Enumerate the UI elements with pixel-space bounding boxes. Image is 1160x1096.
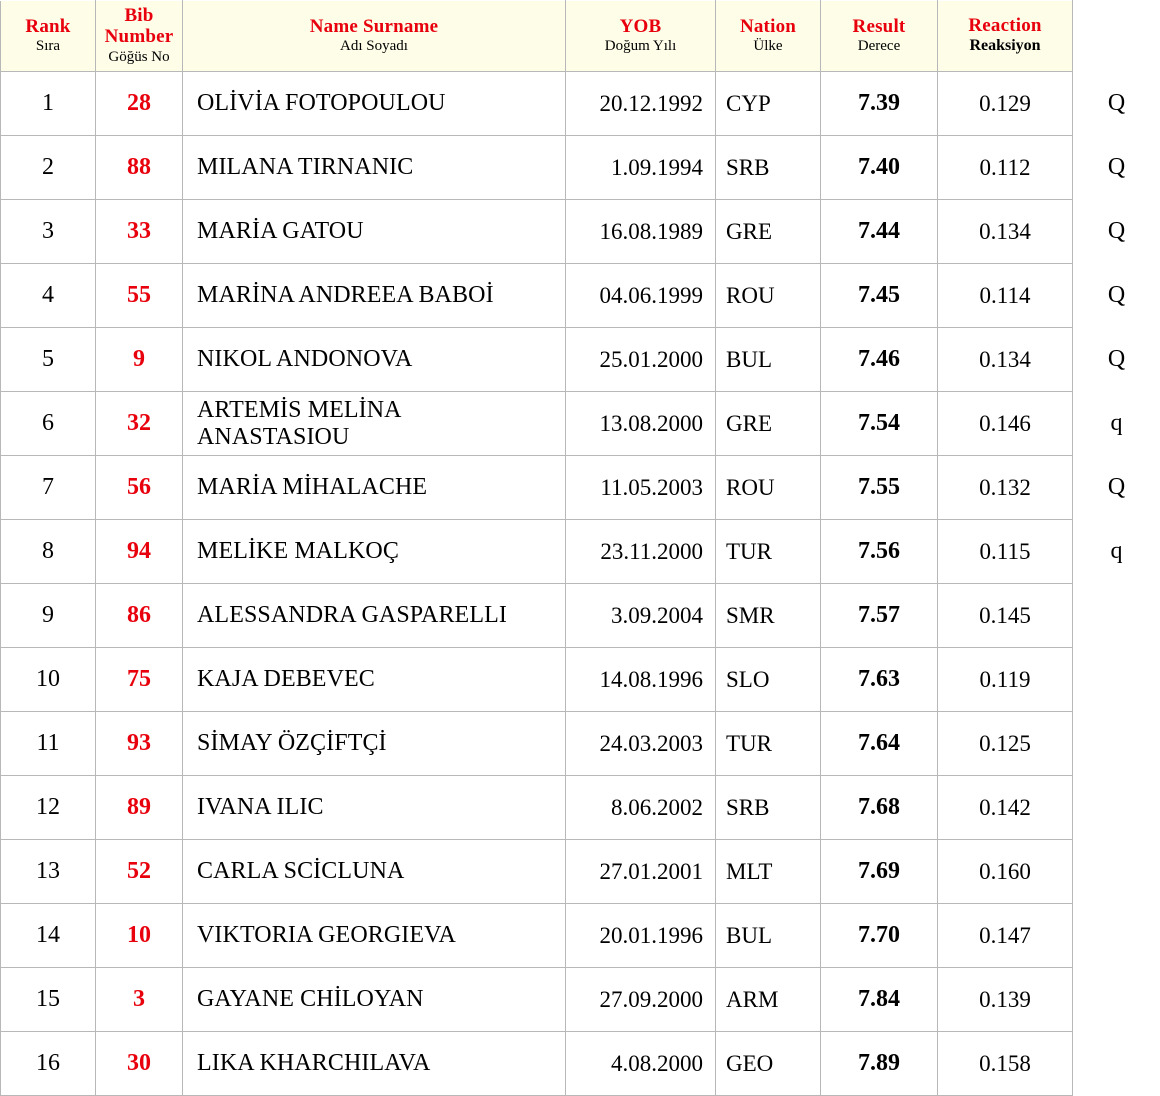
cell-nation: MLT	[716, 840, 821, 904]
cell-reaction: 0.119	[938, 648, 1073, 712]
cell-rank: 12	[1, 776, 96, 840]
column-header-bib-tr: Göğüs No	[100, 49, 178, 66]
cell-yob: 1.09.1994	[566, 136, 716, 200]
cell-nation: ROU	[716, 456, 821, 520]
cell-nation: SRB	[716, 776, 821, 840]
column-header-reaction	[938, 1, 1073, 72]
cell-nation: GRE	[716, 200, 821, 264]
cell-reaction: 0.134	[938, 200, 1073, 264]
cell-result: 7.70	[821, 904, 938, 968]
column-header-nation-en: Nation	[720, 16, 816, 37]
cell-yob: 27.09.2000	[566, 968, 716, 1032]
column-header-yob-en: YOB	[570, 16, 711, 37]
cell-yob: 27.01.2001	[566, 840, 716, 904]
table-row	[1, 264, 1160, 328]
cell-bib: 88	[96, 136, 183, 200]
cell-yob: 4.08.2000	[566, 1032, 716, 1096]
column-header-rank	[1, 1, 96, 72]
cell-bib: 9	[96, 328, 183, 392]
column-header-name	[183, 1, 566, 72]
cell-bib: 55	[96, 264, 183, 328]
cell-result: 7.39	[821, 72, 938, 136]
cell-yob: 13.08.2000	[566, 392, 716, 456]
cell-rank: 4	[1, 264, 96, 328]
cell-nation: TUR	[716, 712, 821, 776]
cell-qualification	[1073, 968, 1160, 1032]
table-row	[1, 840, 1160, 904]
cell-rank: 9	[1, 584, 96, 648]
cell-yob: 16.08.1989	[566, 200, 716, 264]
cell-bib: 52	[96, 840, 183, 904]
cell-reaction: 0.139	[938, 968, 1073, 1032]
column-header-result-tr: Derece	[825, 38, 933, 55]
cell-nation: SMR	[716, 584, 821, 648]
cell-reaction: 0.114	[938, 264, 1073, 328]
cell-qualification	[1073, 584, 1160, 648]
column-header-rank-tr: Sıra	[5, 38, 91, 55]
cell-result: 7.45	[821, 264, 938, 328]
cell-rank: 13	[1, 840, 96, 904]
table-row	[1, 520, 1160, 584]
cell-nation: BUL	[716, 328, 821, 392]
column-header-qualification	[1073, 1, 1160, 72]
table-row	[1, 200, 1160, 264]
cell-reaction: 0.125	[938, 712, 1073, 776]
cell-bib: 32	[96, 392, 183, 456]
cell-qualification	[1073, 648, 1160, 712]
cell-qualification: Q	[1073, 456, 1160, 520]
cell-qualification: Q	[1073, 264, 1160, 328]
cell-qualification: Q	[1073, 136, 1160, 200]
cell-bib: 3	[96, 968, 183, 1032]
cell-reaction: 0.142	[938, 776, 1073, 840]
cell-name: ALESSANDRA GASPARELLI	[183, 584, 566, 648]
cell-bib: 89	[96, 776, 183, 840]
cell-yob: 3.09.2004	[566, 584, 716, 648]
cell-name: SİMAY ÖZÇİFTÇİ	[183, 712, 566, 776]
cell-reaction: 0.134	[938, 328, 1073, 392]
table-row	[1, 136, 1160, 200]
cell-nation: TUR	[716, 520, 821, 584]
cell-name: OLİVİA FOTOPOULOU	[183, 72, 566, 136]
cell-result: 7.56	[821, 520, 938, 584]
cell-name: VIKTORIA GEORGIEVA	[183, 904, 566, 968]
cell-rank: 16	[1, 1032, 96, 1096]
cell-qualification: q	[1073, 392, 1160, 456]
cell-reaction: 0.147	[938, 904, 1073, 968]
cell-result: 7.84	[821, 968, 938, 1032]
cell-yob: 23.11.2000	[566, 520, 716, 584]
column-header-nation-tr: Ülke	[720, 38, 816, 55]
table-row	[1, 968, 1160, 1032]
table-row	[1, 328, 1160, 392]
cell-name: MELİKE MALKOÇ	[183, 520, 566, 584]
table-row	[1, 72, 1160, 136]
cell-bib: 75	[96, 648, 183, 712]
cell-yob: 04.06.1999	[566, 264, 716, 328]
cell-rank: 7	[1, 456, 96, 520]
table-row	[1, 904, 1160, 968]
cell-rank: 10	[1, 648, 96, 712]
cell-result: 7.54	[821, 392, 938, 456]
table-row	[1, 456, 1160, 520]
cell-rank: 5	[1, 328, 96, 392]
cell-qualification: q	[1073, 520, 1160, 584]
cell-rank: 14	[1, 904, 96, 968]
cell-result: 7.46	[821, 328, 938, 392]
cell-nation: SRB	[716, 136, 821, 200]
cell-qualification: Q	[1073, 200, 1160, 264]
cell-name: IVANA ILIC	[183, 776, 566, 840]
table-row	[1, 392, 1160, 456]
cell-result: 7.64	[821, 712, 938, 776]
cell-rank: 3	[1, 200, 96, 264]
table-row	[1, 712, 1160, 776]
cell-reaction: 0.115	[938, 520, 1073, 584]
cell-name: CARLA SCİCLUNA	[183, 840, 566, 904]
cell-name: MARİNA ANDREEA BABOİ	[183, 264, 566, 328]
cell-name: LIKA KHARCHILAVA	[183, 1032, 566, 1096]
column-header-bib-en-line1: Bib	[100, 5, 178, 26]
cell-reaction: 0.146	[938, 392, 1073, 456]
cell-yob: 24.03.2003	[566, 712, 716, 776]
header-row	[1, 1, 1160, 72]
table-row	[1, 776, 1160, 840]
cell-yob: 14.08.1996	[566, 648, 716, 712]
column-header-name-en: Name Surname	[187, 16, 561, 37]
cell-rank: 2	[1, 136, 96, 200]
cell-bib: 56	[96, 456, 183, 520]
column-header-rank-en: Rank	[5, 16, 91, 37]
cell-yob: 20.12.1992	[566, 72, 716, 136]
cell-nation: CYP	[716, 72, 821, 136]
cell-name: GAYANE CHİLOYAN	[183, 968, 566, 1032]
column-header-name-tr: Adı Soyadı	[187, 38, 561, 55]
table-row	[1, 1032, 1160, 1096]
cell-result: 7.89	[821, 1032, 938, 1096]
cell-reaction: 0.129	[938, 72, 1073, 136]
cell-qualification	[1073, 904, 1160, 968]
cell-reaction: 0.160	[938, 840, 1073, 904]
cell-result: 7.55	[821, 456, 938, 520]
column-header-reaction-tr: Reaksiyon	[942, 37, 1068, 55]
cell-bib: 10	[96, 904, 183, 968]
cell-reaction: 0.145	[938, 584, 1073, 648]
cell-result: 7.44	[821, 200, 938, 264]
column-header-yob-tr: Doğum Yılı	[570, 38, 711, 55]
column-header-bib	[96, 1, 183, 72]
cell-rank: 11	[1, 712, 96, 776]
cell-qualification	[1073, 840, 1160, 904]
cell-yob: 20.01.1996	[566, 904, 716, 968]
cell-yob: 11.05.2003	[566, 456, 716, 520]
cell-bib: 93	[96, 712, 183, 776]
cell-qualification: Q	[1073, 328, 1160, 392]
cell-rank: 8	[1, 520, 96, 584]
column-header-nation	[716, 1, 821, 72]
cell-bib: 30	[96, 1032, 183, 1096]
cell-yob: 25.01.2000	[566, 328, 716, 392]
cell-nation: ARM	[716, 968, 821, 1032]
cell-nation: GEO	[716, 1032, 821, 1096]
cell-name: ARTEMİS MELİNA ANASTASIOU	[183, 392, 566, 456]
cell-qualification	[1073, 776, 1160, 840]
cell-rank: 6	[1, 392, 96, 456]
cell-name: MARİA MİHALACHE	[183, 456, 566, 520]
cell-nation: BUL	[716, 904, 821, 968]
cell-bib: 94	[96, 520, 183, 584]
cell-qualification	[1073, 712, 1160, 776]
column-header-reaction-en: Reaction	[942, 15, 1068, 36]
cell-reaction: 0.158	[938, 1032, 1073, 1096]
cell-name: NIKOL ANDONOVA	[183, 328, 566, 392]
cell-rank: 15	[1, 968, 96, 1032]
cell-bib: 33	[96, 200, 183, 264]
cell-reaction: 0.132	[938, 456, 1073, 520]
cell-name: MILANA TIRNANIC	[183, 136, 566, 200]
cell-result: 7.63	[821, 648, 938, 712]
cell-bib: 86	[96, 584, 183, 648]
table-row	[1, 584, 1160, 648]
cell-nation: SLO	[716, 648, 821, 712]
table-row	[1, 648, 1160, 712]
cell-name: MARİA GATOU	[183, 200, 566, 264]
cell-result: 7.57	[821, 584, 938, 648]
column-header-yob	[566, 1, 716, 72]
cell-result: 7.40	[821, 136, 938, 200]
cell-reaction: 0.112	[938, 136, 1073, 200]
column-header-result	[821, 1, 938, 72]
cell-yob: 8.06.2002	[566, 776, 716, 840]
column-header-bib-en-line2: Number	[100, 26, 178, 47]
cell-qualification: Q	[1073, 72, 1160, 136]
column-header-result-en: Result	[825, 16, 933, 37]
cell-result: 7.69	[821, 840, 938, 904]
cell-result: 7.68	[821, 776, 938, 840]
cell-name: KAJA DEBEVEC	[183, 648, 566, 712]
cell-bib: 28	[96, 72, 183, 136]
cell-nation: ROU	[716, 264, 821, 328]
cell-nation: GRE	[716, 392, 821, 456]
cell-rank: 1	[1, 72, 96, 136]
cell-qualification	[1073, 1032, 1160, 1096]
table-body	[1, 72, 1160, 1096]
table-header	[1, 1, 1160, 72]
